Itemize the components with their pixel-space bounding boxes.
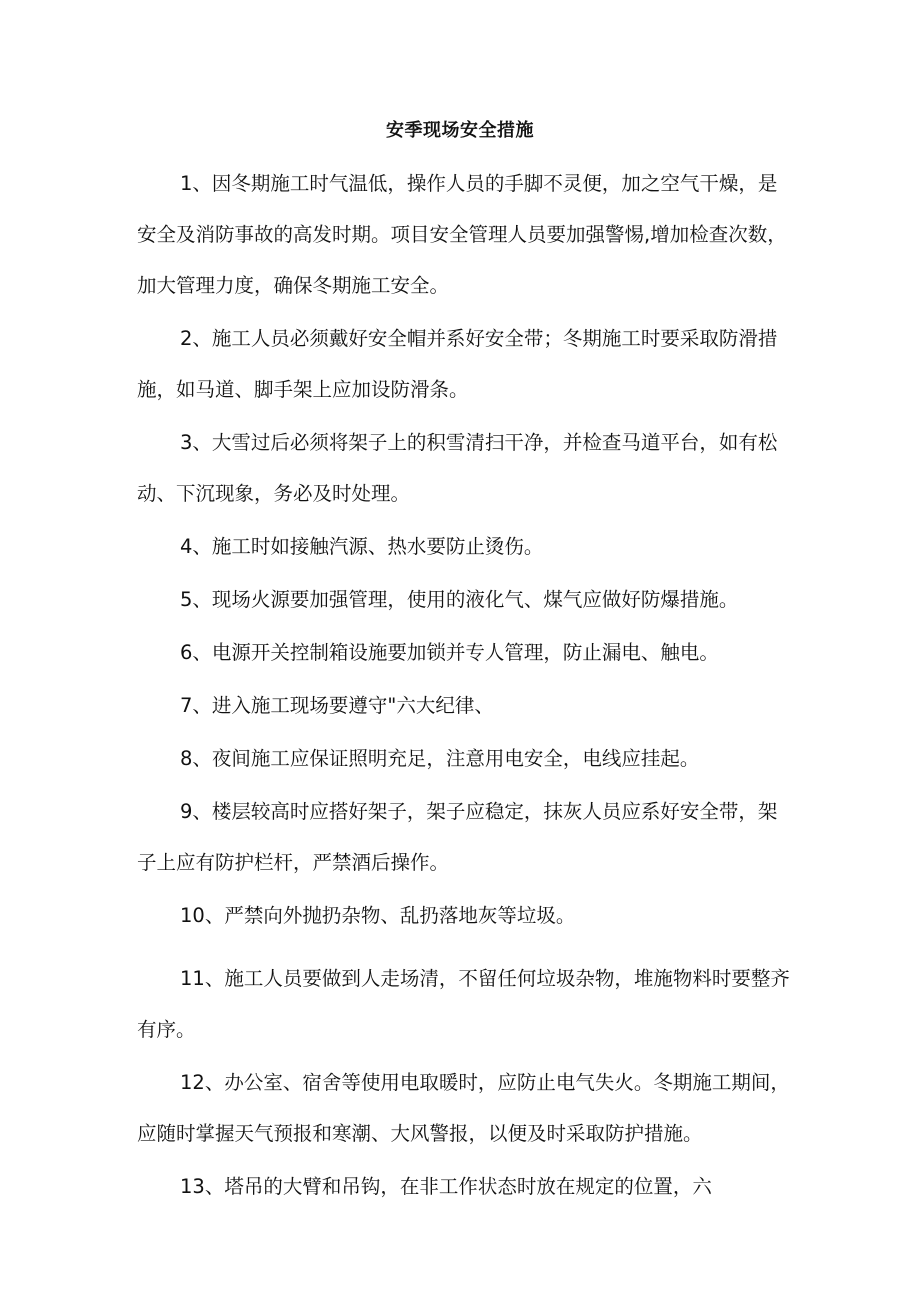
measure-item-5: 5、现场火源要加强管理，使用的液化气、煤气应做好防爆措施。 (180, 588, 739, 611)
measure-item-4: 4、施工时如接触汽源、热水要防止烫伤。 (180, 535, 544, 558)
measure-item-11: 11、施工人员要做到人走场清，不留任何垃圾杂物，堆施物料时要整齐有序。 (137, 967, 790, 1041)
measures-list (137, 158, 792, 1214)
measure-item-7: 7、进入施工现场要遵守"六大纪律、 (180, 694, 494, 717)
measure-item-1: 1、因冬期施工时气温低，操作人员的手脚不灵便，加之空气干燥，是安全及消防事故的高发时期。项目安全管理人员要加强警惕,增加检查次数，加大管理力度，确保冬期施工安全。 (137, 172, 787, 297)
measure-item-8: 8、夜间施工应保证照明充足，注意用电安全，电线应挂起。 (180, 747, 700, 770)
measure-item-2: 2、施工人员必须戴好安全帽并系好安全带；冬期施工时要采取防滑措施，如马道、脚手架上应加设防滑条。 (137, 327, 778, 401)
measure-item-9: 9、楼层较高时应搭好架子，架子应稳定，抹灰人员应系好安全带，架子上应有防护栏杆，严禁酒后操作。 (137, 800, 778, 874)
measure-item-3: 3、大雪过后必须将架子上的积雪清扫干净，并检查马道平台，如有松动、下沉现象，务必及时处理。 (137, 431, 778, 505)
measure-item-6: 6、电源开关控制箱设施要加锁并专人管理，防止漏电、触电。 (180, 641, 719, 664)
measure-item-10: 10、严禁向外抛扔杂物、乱扔落地灰等垃圾。 (180, 904, 576, 927)
measure-item-13: 13、塔吊的大臂和吊钩，在非工作状态时放在规定的位置，六 (180, 1175, 712, 1198)
measure-item-12: 12、办公室、宿舍等使用电取暖时，应防止电气失火。冬期施工期间，应随时掌握天气预报和寒潮、大风警报，以便及时采取防护措施。 (137, 1071, 790, 1145)
document-title: 安季现场安全措施 (386, 120, 534, 141)
